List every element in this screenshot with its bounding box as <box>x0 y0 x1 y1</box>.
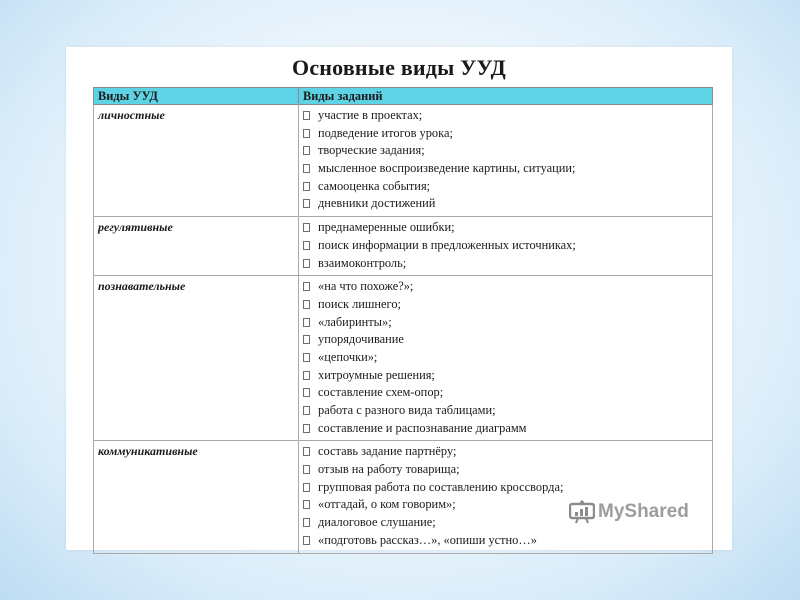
list-item <box>303 237 708 255</box>
checkbox-bullet-icon <box>303 465 310 474</box>
checkbox-bullet-icon <box>303 146 310 155</box>
list-item <box>303 314 708 332</box>
task-list <box>303 278 708 437</box>
task-text: творческие задания; <box>318 143 425 158</box>
task-text: упорядочивание <box>318 332 404 347</box>
uud-table <box>93 87 713 554</box>
checkbox-bullet-icon <box>303 199 310 208</box>
task-text: преднамеренные ошибки; <box>318 220 455 235</box>
checkbox-bullet-icon <box>303 353 310 362</box>
checkbox-bullet-icon <box>303 371 310 380</box>
task-list-cell <box>299 217 713 276</box>
checkbox-bullet-icon <box>303 483 310 492</box>
task-text: взаимоконтроль; <box>318 255 407 270</box>
checkbox-bullet-icon <box>303 318 310 327</box>
myshared-logo-icon <box>569 500 595 524</box>
uud-category-label: личностные <box>98 108 165 122</box>
checkbox-bullet-icon <box>303 406 310 415</box>
checkbox-bullet-icon <box>303 536 310 545</box>
task-text: подведение итогов урока; <box>318 125 453 140</box>
uud-category-label: познавательные <box>98 279 186 294</box>
uud-category-cell <box>94 276 299 441</box>
column-header-uud-types: Виды УУД <box>94 88 299 105</box>
list-item <box>303 420 708 438</box>
checkbox-bullet-icon <box>303 111 310 120</box>
list-item <box>303 443 708 461</box>
task-text: мысленное воспроизведение картины, ситуации; <box>318 161 576 176</box>
task-text: составление и распознавание диаграмм <box>318 420 527 435</box>
uud-category-label: регулятивные <box>98 220 173 235</box>
task-text: диалоговое слушание; <box>318 515 436 530</box>
uud-category-label: коммуникативные <box>98 444 198 459</box>
list-item <box>303 195 708 213</box>
task-text: «отгадай, о ком говорим»; <box>318 497 456 512</box>
table-row <box>94 105 713 217</box>
list-item <box>303 461 708 479</box>
task-text: групповая работа по составлению кроссворда; <box>318 479 564 494</box>
task-text: участие в проектах; <box>318 108 423 122</box>
checkbox-bullet-icon <box>303 282 310 291</box>
task-list <box>303 219 708 272</box>
task-text: поиск лишнего; <box>318 296 401 311</box>
page-title: Основные виды УУД <box>292 55 506 80</box>
list-item <box>303 479 708 497</box>
task-text: составление схем-опор; <box>318 385 444 400</box>
task-list-cell <box>299 276 713 441</box>
task-text: «подготовь рассказ…», «опиши устно…» <box>318 532 537 547</box>
task-text: отзыв на работу товарища; <box>318 462 460 477</box>
checkbox-bullet-icon <box>303 447 310 456</box>
task-text: «лабиринты»; <box>318 314 392 329</box>
table-row <box>94 217 713 276</box>
task-text: самооценка события; <box>318 178 431 193</box>
list-item <box>303 384 708 402</box>
task-text: дневники достижений <box>318 196 436 211</box>
watermark-text: MyShared <box>598 501 689 522</box>
task-list <box>303 107 708 213</box>
column-header-task-types: Виды заданий <box>299 88 713 105</box>
list-item <box>303 219 708 237</box>
task-text: поиск информации в предложенных источниках; <box>318 237 576 252</box>
checkbox-bullet-icon <box>303 164 310 173</box>
list-item <box>303 255 708 273</box>
list-item <box>303 532 708 550</box>
checkbox-bullet-icon <box>303 424 310 433</box>
checkbox-bullet-icon <box>303 518 310 527</box>
task-text: хитроумные решения; <box>318 367 435 382</box>
checkbox-bullet-icon <box>303 300 310 309</box>
checkbox-bullet-icon <box>303 259 310 268</box>
task-text: «на что похоже?»; <box>318 279 414 294</box>
list-item <box>303 331 708 349</box>
checkbox-bullet-icon <box>303 129 310 138</box>
list-item <box>303 178 708 196</box>
checkbox-bullet-icon <box>303 241 310 250</box>
task-text: работа с разного вида таблицами; <box>318 403 496 417</box>
table-row <box>94 276 713 441</box>
slide <box>66 47 732 550</box>
checkbox-bullet-icon <box>303 500 310 509</box>
task-text: составь задание партнёру; <box>318 444 457 459</box>
uud-category-cell <box>94 441 299 553</box>
uud-category-cell <box>94 217 299 276</box>
list-item <box>303 160 708 178</box>
task-text: «цепочки»; <box>318 349 378 364</box>
uud-category-cell <box>94 105 299 217</box>
list-item <box>303 107 708 125</box>
checkbox-bullet-icon <box>303 182 310 191</box>
checkbox-bullet-icon <box>303 335 310 344</box>
list-item <box>303 349 708 367</box>
checkbox-bullet-icon <box>303 388 310 397</box>
list-item <box>303 296 708 314</box>
task-list-cell <box>299 105 713 217</box>
table-header-row <box>94 88 713 105</box>
checkbox-bullet-icon <box>303 223 310 232</box>
list-item <box>303 402 708 420</box>
list-item <box>303 142 708 160</box>
list-item <box>303 278 708 296</box>
list-item <box>303 125 708 143</box>
list-item <box>303 367 708 385</box>
myshared-watermark <box>569 497 689 527</box>
